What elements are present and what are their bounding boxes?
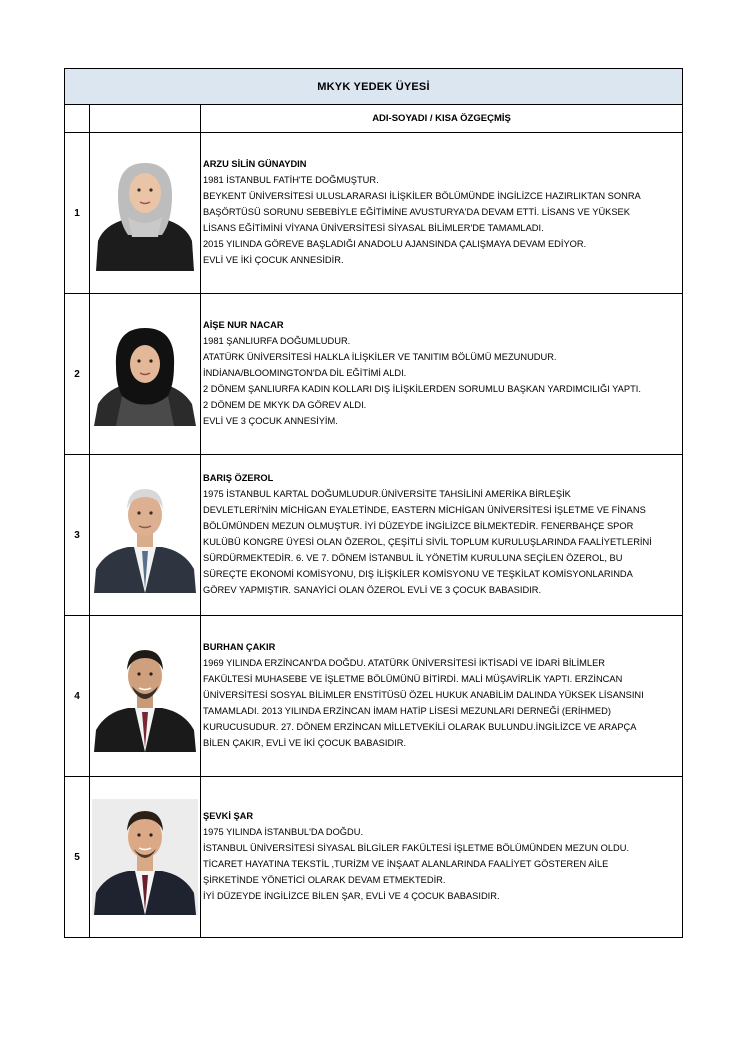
- bio-line: EVLİ VE İKİ ÇOCUK ANNESİDİR.: [203, 254, 344, 265]
- bio-line: 1975 YILINDA İSTANBUL'DA DOĞDU.: [203, 827, 364, 838]
- table-title: MKYK YEDEK ÜYESİ: [65, 69, 683, 105]
- bio-line: SÜRDÜRMEKTEDİR. 6. VE 7. DÖNEM İSTANBUL İL YÖNETİM KURULUNA SEÇİLEN ÖZEROL, BU: [203, 552, 623, 563]
- bio-line: İNDİANA/BLOOMINGTON'DA DİL EĞİTİMİ ALDI.: [203, 368, 407, 379]
- member-number: 1: [65, 133, 90, 294]
- member-table-container: [64, 68, 682, 938]
- bio-line: BİLEN ÇAKIR, EVLİ VE İKİ ÇOCUK BABASIDIR.: [203, 737, 407, 748]
- bio-line: 1975 İSTANBUL KARTAL DOĞUMLUDUR.ÜNİVERSİTE TAHSİLİNİ AMERİKA BİRLEŞİK: [203, 489, 571, 500]
- bio-line: BAŞÖRTÜSÜ SORUNU SEBEBİYLE EĞİTİMİNE AVUSTURYA'DA DEVAM ETTİ. LİSANS VE YÜKSEK: [203, 207, 630, 218]
- bio-line: KURUCUSUDUR. 27. DÖNEM ERZİNCAN MİLLETVEKİLİ OLARAK BULUNDU.İNGİLİZCE VE ARAPÇA: [203, 721, 637, 732]
- bio-line: İYİ DÜZEYDE İNGİLİZCE BİLEN ŞAR, EVLİ VE 4 ÇOCUK BABASIDIR.: [203, 890, 500, 901]
- member-name: AİŞE NUR NACAR: [203, 320, 284, 331]
- bio-line: ATATÜRK ÜNİVERSİTESİ HALKLA İLİŞKİLER VE TANITIM BÖLÜMÜ MEZUNUDUR.: [203, 352, 557, 363]
- member-bio: [201, 294, 683, 455]
- member-photo-cell: [90, 616, 201, 777]
- bio-line: FAKÜLTESİ MUHASEBE VE İŞLETME BÖLÜMÜNÜ BİTİRDİ. MALİ MÜŞAVİRLİK YAPTI. ERZİNCAN: [203, 674, 623, 685]
- bio-line: 1981 İSTANBUL FATİH'TE DOĞMUŞTUR.: [203, 175, 379, 186]
- member-photo: [92, 155, 198, 271]
- bio-line: BÖLÜMÜNDEN MEZUN OLMUŞTUR. İYİ DÜZEYDE İNGİLİZCE BİLMEKTEDİR. FENERBAHÇE SPOR: [203, 521, 634, 532]
- title-row: [65, 69, 683, 105]
- bio-line: İSTANBUL ÜNİVERSİTESİ SİYASAL BİLGİLER FAKÜLTESİ İŞLETME BÖLÜMÜNDEN MEZUN OLDU.: [203, 843, 630, 854]
- bio-line: BEYKENT ÜNİVERSİTESİ ULUSLARARASI İLİŞKİLER BÖLÜMÜNDE İNGİLİZCE HAZIRLIKTAN SONRA: [203, 191, 641, 202]
- member-number: 5: [65, 777, 90, 938]
- member-photo: [92, 640, 198, 752]
- member-photo: [92, 799, 198, 915]
- member-name: ARZU SİLİN GÜNAYDIN: [203, 159, 307, 170]
- header-number-cell: [65, 105, 90, 133]
- member-bio: [201, 616, 683, 777]
- bio-line: 1981 ŞANLIURFA DOĞUMLUDUR.: [203, 336, 351, 347]
- bio-line: SÜREÇTE EKONOMİ KOMİSYONU, DIŞ İLİŞKİLER KOMİSYONU VE TEŞKİLAT KOMİSYONLARINDA: [203, 568, 633, 579]
- member-photo: [92, 322, 198, 426]
- member-photo: [92, 477, 198, 593]
- member-row: [65, 133, 683, 294]
- member-number: 4: [65, 616, 90, 777]
- member-bio: [201, 455, 683, 616]
- header-row: [65, 105, 683, 133]
- header-photo-cell: [90, 105, 201, 133]
- member-name: BURHAN ÇAKIR: [203, 642, 276, 653]
- member-number: 2: [65, 294, 90, 455]
- bio-line: KULÜBÜ KONGRE ÜYESİ OLAN ÖZEROL, ÇEŞİTLİ SİVİL TOPLUM KURULUŞLARINDA FAALİYETLERİNİ: [203, 537, 652, 547]
- member-row: [65, 455, 683, 616]
- bio-line: 2 DÖNEM ŞANLIURFA KADIN KOLLARI DIŞ İLİŞKİLERDEN SORUMLU BAŞKAN YARDIMCILIĞI YAPTI.: [203, 383, 641, 394]
- column-header: ADI-SOYADI / KISA ÖZGEÇMİŞ: [201, 105, 683, 133]
- bio-line: EVLİ VE 3 ÇOCUK ANNESİYİM.: [203, 415, 338, 426]
- member-number: 3: [65, 455, 90, 616]
- bio-line: ŞİRKETİNDE YÖNETİCİ OLARAK DEVAM ETMEKTEDİR.: [203, 874, 446, 885]
- bio-line: 2 DÖNEM DE MKYK DA GÖREV ALDI.: [203, 399, 367, 410]
- member-name: ŞEVKİ ŞAR: [203, 811, 254, 822]
- member-bio: [201, 133, 683, 294]
- bio-line: TİCARET HAYATINA TEKSTİL ,TURİZM VE İNŞAAT ALANLARINDA FAALİYET GÖSTEREN AİLE: [203, 859, 609, 869]
- bio-line: DEVLETLERİ'NİN MİCHİGAN EYALETİNDE, EASTERN MİCHİGAN ÜNİVERSİTESİ İŞLETME VE FİNANS: [203, 505, 646, 516]
- member-bio: [201, 777, 683, 938]
- bio-line: TAMAMLADI. 2013 YILINDA ERZİNCAN İMAM HATİP LİSESİ MEZUNLARI DERNEĞİ (ERİHMED): [203, 705, 611, 716]
- member-row: [65, 616, 683, 777]
- member-photo-cell: [90, 294, 201, 455]
- member-photo-cell: [90, 455, 201, 616]
- member-table: [64, 68, 683, 938]
- member-photo-cell: [90, 777, 201, 938]
- bio-line: GÖREV YAPMIŞTIR. SANAYİCİ OLAN ÖZEROL EVLİ VE 3 ÇOCUK BABASIDIR.: [203, 584, 542, 595]
- bio-line: ÜNİVERSİTESİ SOSYAL BİLİMLER ENSTİTÜSÜ ÖZEL HUKUK ANABİLİM DALINDA YÜKSEK LİSANSINI: [203, 690, 644, 701]
- member-photo-cell: [90, 133, 201, 294]
- bio-line: 2015 YILINDA GÖREVE BAŞLADIĞI ANADOLU AJANSINDA ÇALIŞMAYA DEVAM EDİYOR.: [203, 238, 587, 249]
- member-name: BARIŞ ÖZEROL: [203, 473, 274, 484]
- member-row: [65, 777, 683, 938]
- bio-line: 1969 YILINDA ERZİNCAN'DA DOĞDU. ATATÜRK ÜNİVERSİTESİ İKTİSADİ VE İDARİ BİLİMLER: [203, 658, 605, 669]
- member-row: [65, 294, 683, 455]
- bio-line: LİSANS EĞİTİMİNİ VİYANA ÜNİVERSİTESİ SİYASAL BİLİMLER'DE TAMAMLADI.: [203, 222, 544, 233]
